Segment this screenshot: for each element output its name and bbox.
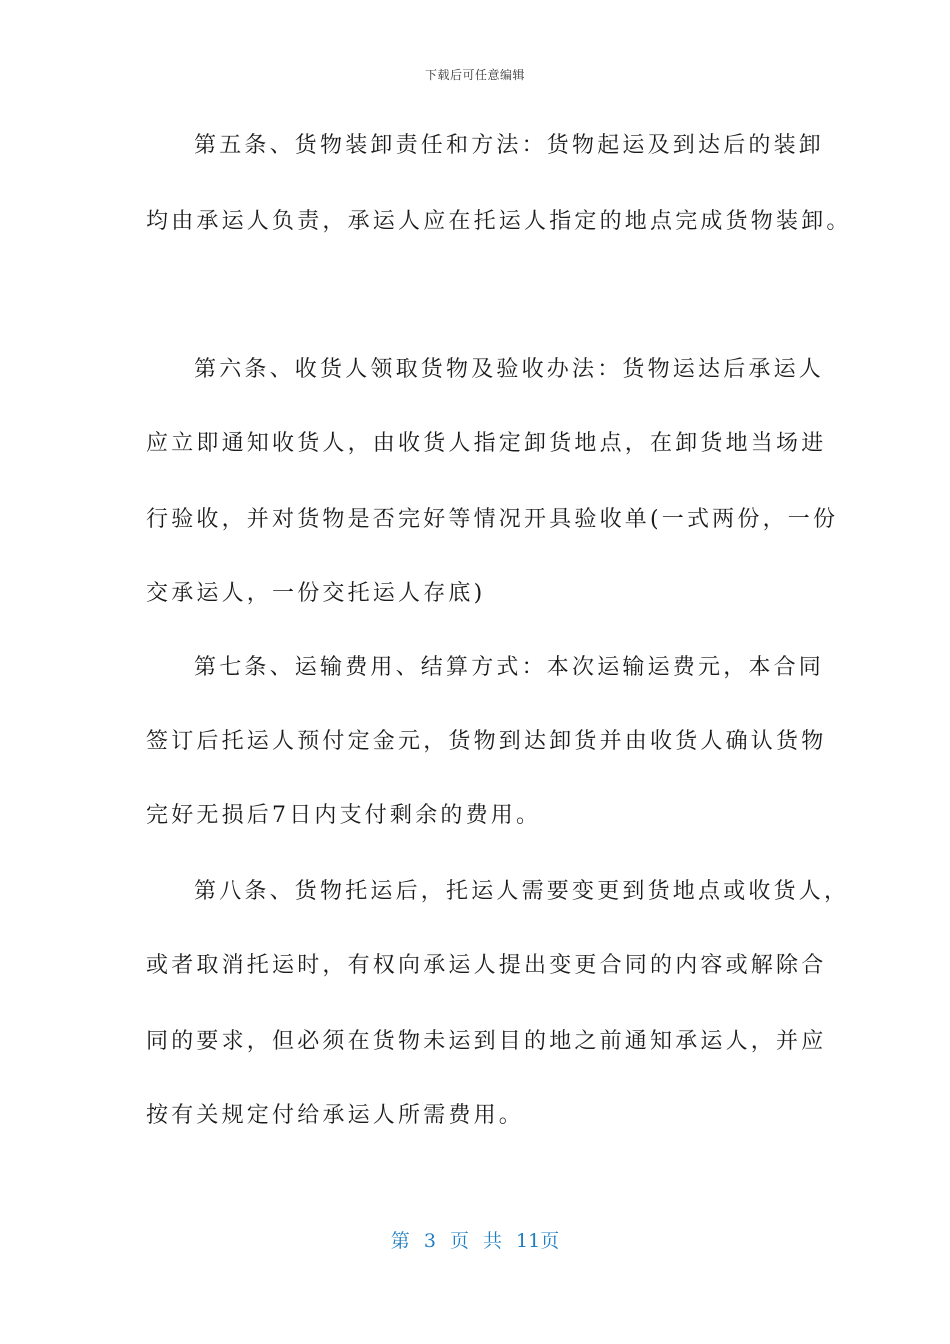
article-8-line-4: 按有关规定付给承运人所需费用。 <box>146 1103 525 1128</box>
article-8-line-1: 第八条、货物托运后，托运人需要变更到货地点或收货人， <box>194 879 850 904</box>
page-header: 下载后可任意编辑 <box>424 68 525 82</box>
article-5-line-2: 均由承运人负责，承运人应在托运人指定的地点完成货物装卸。 <box>146 209 852 234</box>
article-8-line-2: 或者取消托运时，有权向承运人提出变更合同的内容或解除合 <box>146 953 827 978</box>
article-6-line-3: 行验收，并对货物是否完好等情况开具验收单(一式两份，一份 <box>146 507 839 532</box>
article-7-line-1: 第七条、运输费用、结算方式：本次运输运费元，本合同 <box>194 655 825 680</box>
article-6-line-2: 应立即通知收货人，由收货人指定卸货地点，在卸货地当场进 <box>146 431 827 456</box>
page-number-footer: 第 3 页 共 11页 <box>390 1230 560 1252</box>
article-7-line-2: 签订后托运人预付定金元，货物到达卸货并由收货人确认货物 <box>146 729 827 754</box>
article-6-line-1: 第六条、收货人领取货物及验收办法：货物运达后承运人 <box>194 357 825 382</box>
article-6-line-4: 交承运人，一份交托运人存底) <box>146 581 486 606</box>
article-5-line-1: 第五条、货物装卸责任和方法：货物起运及到达后的装卸 <box>194 133 825 158</box>
article-8-line-3: 同的要求，但必须在货物未运到目的地之前通知承运人，并应 <box>146 1029 827 1054</box>
article-7-line-3: 完好无损后7日内支付剩余的费用。 <box>146 803 542 828</box>
